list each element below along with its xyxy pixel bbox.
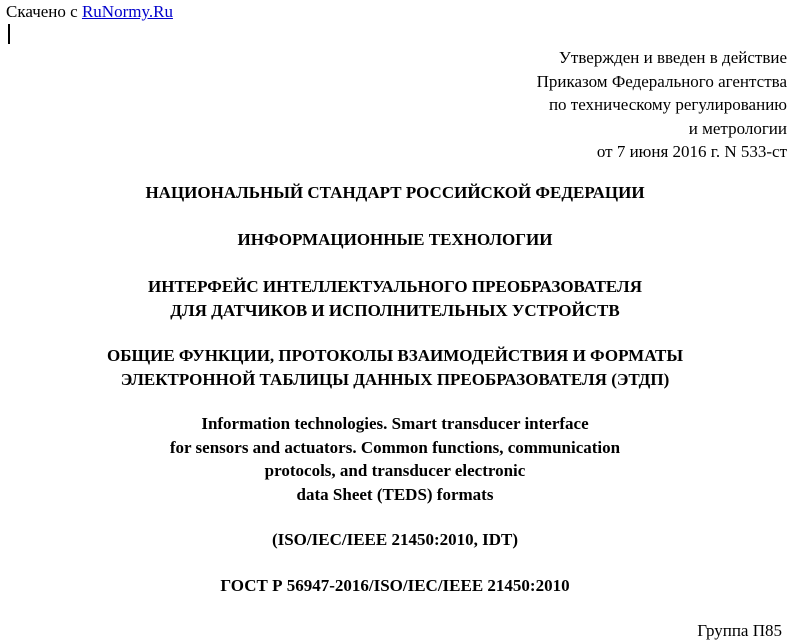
approval-line: Утвержден и введен в действие [558,48,787,67]
group-label: Группа П85 [697,621,782,640]
functions-title [0,344,790,391]
iso-reference-line: (ISO/IEC/IEEE 21450:2010, IDT) [271,530,519,549]
text-cursor [8,24,10,44]
standard-title [0,181,790,205]
interface-title [0,275,790,322]
runormy-link[interactable]: RuNormy.Ru [81,2,173,21]
interface-title-line: ДЛЯ ДАТЧИКОВ И ИСПОЛНИТЕЛЬНЫХ УСТРОЙСТВ [170,300,620,320]
english-title-line: data Sheet (TEDS) formats [296,484,494,504]
english-title-line: Information technologies. Smart transducer interface [201,414,589,433]
approval-line: и метрологии [688,118,787,138]
standard-title-line: НАЦИОНАЛЬНЫЙ СТАНДАРТ РОССИЙСКОЙ ФЕДЕРАЦИИ [145,183,645,202]
gost-designation-line: ГОСТ Р 56947-2016/ISO/IEC/IEEE 21450:2010 [220,576,570,595]
english-title-line: protocols, and transducer electronic [264,461,526,480]
download-prefix: Скачено с [6,2,82,21]
english-title-line: for sensors and actuators. Common functions, communication [169,437,621,457]
topic-title [0,228,790,252]
interface-title-line: ИНТЕРФЕЙС ИНТЕЛЛЕКТУАЛЬНОГО ПРЕОБРАЗОВАТЕЛЯ [148,277,642,296]
approval-line: Приказом Федерального агентства [536,71,787,91]
approval-line: от 7 июня 2016 г. N 533-ст [596,142,787,161]
functions-title-line: ЭЛЕКТРОННОЙ ТАБЛИЦЫ ДАННЫХ ПРЕОБРАЗОВАТЕЛЯ (ЭТДП) [120,369,670,389]
iso-reference [0,528,790,552]
english-title [0,412,790,506]
approval-line: по техническому регулированию [548,95,787,114]
approval-block [537,46,787,164]
download-source-line [6,2,173,22]
functions-title-line: ОБЩИЕ ФУНКЦИИ, ПРОТОКОЛЫ ВЗАИМОДЕЙСТВИЯ И ФОРМАТЫ [106,346,684,365]
gost-designation [0,574,790,598]
topic-title-line: ИНФОРМАЦИОННЫЕ ТЕХНОЛОГИИ [237,230,553,249]
